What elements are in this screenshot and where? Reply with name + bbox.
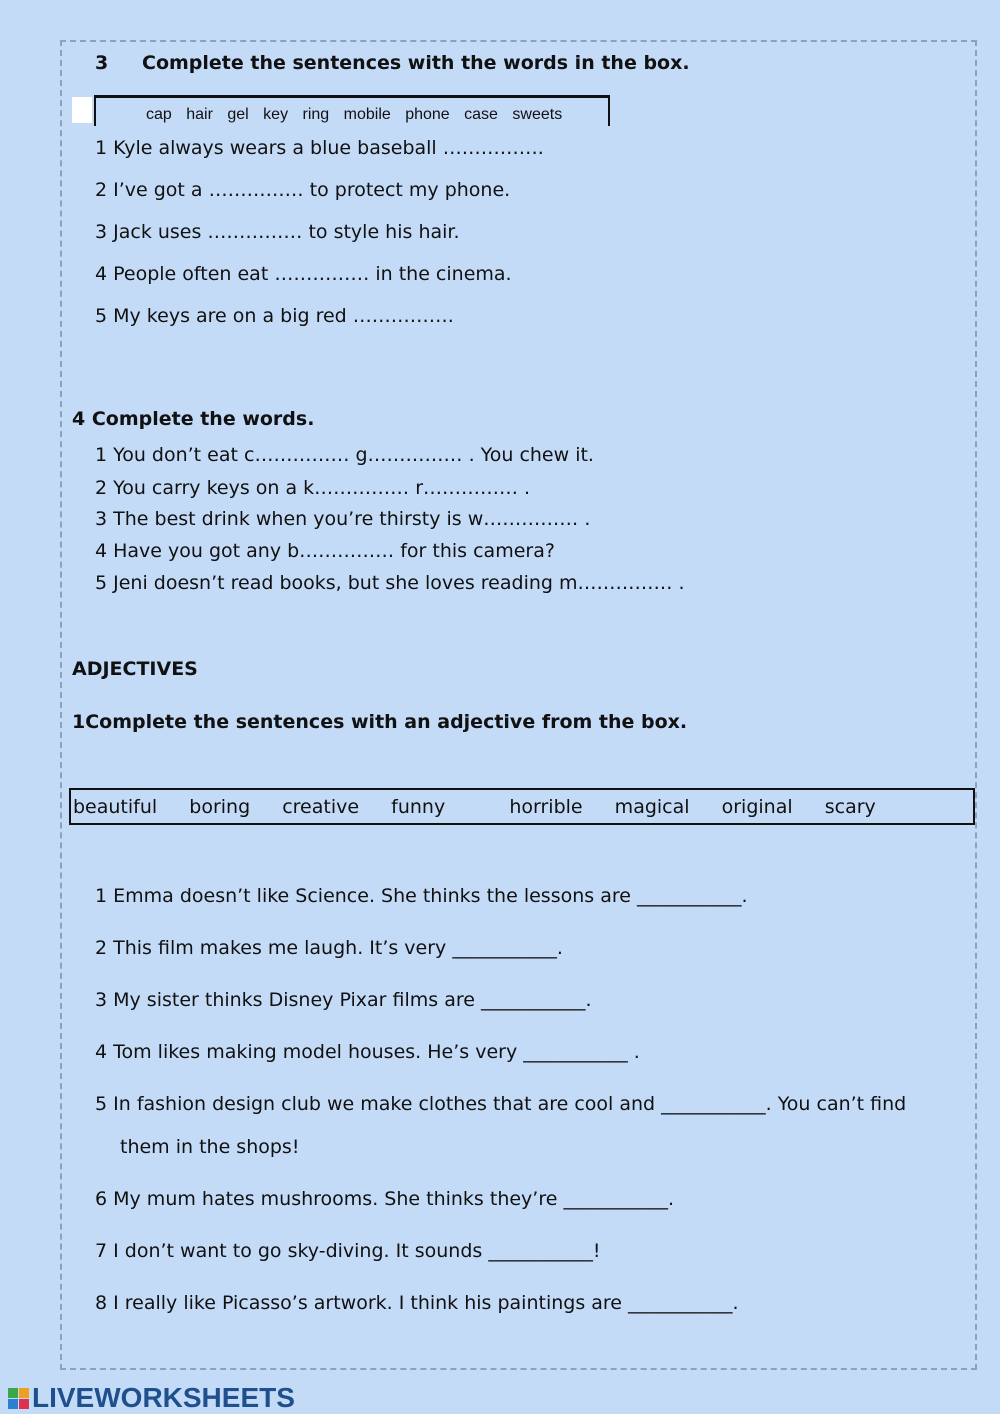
ex4-item: 1 You don’t eat c…………… g…………… . You chew it.: [95, 444, 594, 466]
ex3-item: 4 People often eat …………… in the cinema.: [95, 263, 512, 285]
adj-item: 8 I really like Picasso’s artwork. I think his paintings are ___________.: [95, 1292, 739, 1314]
adj-item: 1 Emma doesn’t like Science. She thinks the lessons are ___________.: [95, 885, 748, 907]
adj-title: 1Complete the sentences with an adjective from the box.: [72, 711, 688, 733]
logo-icon: [8, 1388, 29, 1409]
adjective-box: [69, 788, 975, 825]
adjectives-heading: ADJECTIVES: [72, 658, 198, 680]
adj-item: 2 This film makes me laugh. It’s very ___________.: [95, 937, 563, 959]
ex4-item: 2 You carry keys on a k…………… r…………… .: [95, 477, 531, 499]
ex3-title: Complete the sentences with the words in the box.: [142, 52, 690, 74]
adj-item: 7 I don’t want to go sky-diving. It sounds ___________!: [95, 1240, 601, 1262]
ex4-item: 3 The best drink when you’re thirsty is w…………… .: [95, 508, 591, 530]
ex3-item: 2 I’ve got a …………… to protect my phone.: [95, 179, 511, 201]
liveworksheets-logo: [8, 1382, 295, 1414]
ex3-item: 1 Kyle always wears a blue baseball …………….: [95, 137, 544, 159]
adjective-box-words: beautiful boring creative funny horrible magical original scary: [73, 796, 876, 818]
word-box-words: cap hair gel key ring mobile phone case sweets: [146, 106, 563, 123]
ex3-number: 3: [95, 52, 109, 74]
adj-item: 4 Tom likes making model houses. He’s very ___________ .: [95, 1041, 640, 1063]
adj-item: 5 In fashion design club we make clothes that are cool and ___________. You can’t find: [95, 1093, 907, 1115]
white-marker: [72, 97, 92, 123]
ex3-item: 3 Jack uses …………… to style his hair.: [95, 221, 460, 243]
word-box: [94, 95, 610, 126]
ex4-item: 4 Have you got any b…………… for this camera?: [95, 540, 555, 562]
adj-item: 6 My mum hates mushrooms. She thinks they’re ___________.: [95, 1188, 674, 1210]
ex3-item: 5 My keys are on a big red …………….: [95, 305, 454, 327]
ex4-title: 4 Complete the words.: [72, 408, 315, 430]
adj-item: 3 My sister thinks Disney Pixar films are ___________.: [95, 989, 592, 1011]
adj-item-continued: them in the shops!: [120, 1136, 300, 1158]
logo-text: LIVEWORKSHEETS: [32, 1382, 295, 1413]
ex4-item: 5 Jeni doesn’t read books, but she loves reading m…………… .: [95, 572, 685, 594]
